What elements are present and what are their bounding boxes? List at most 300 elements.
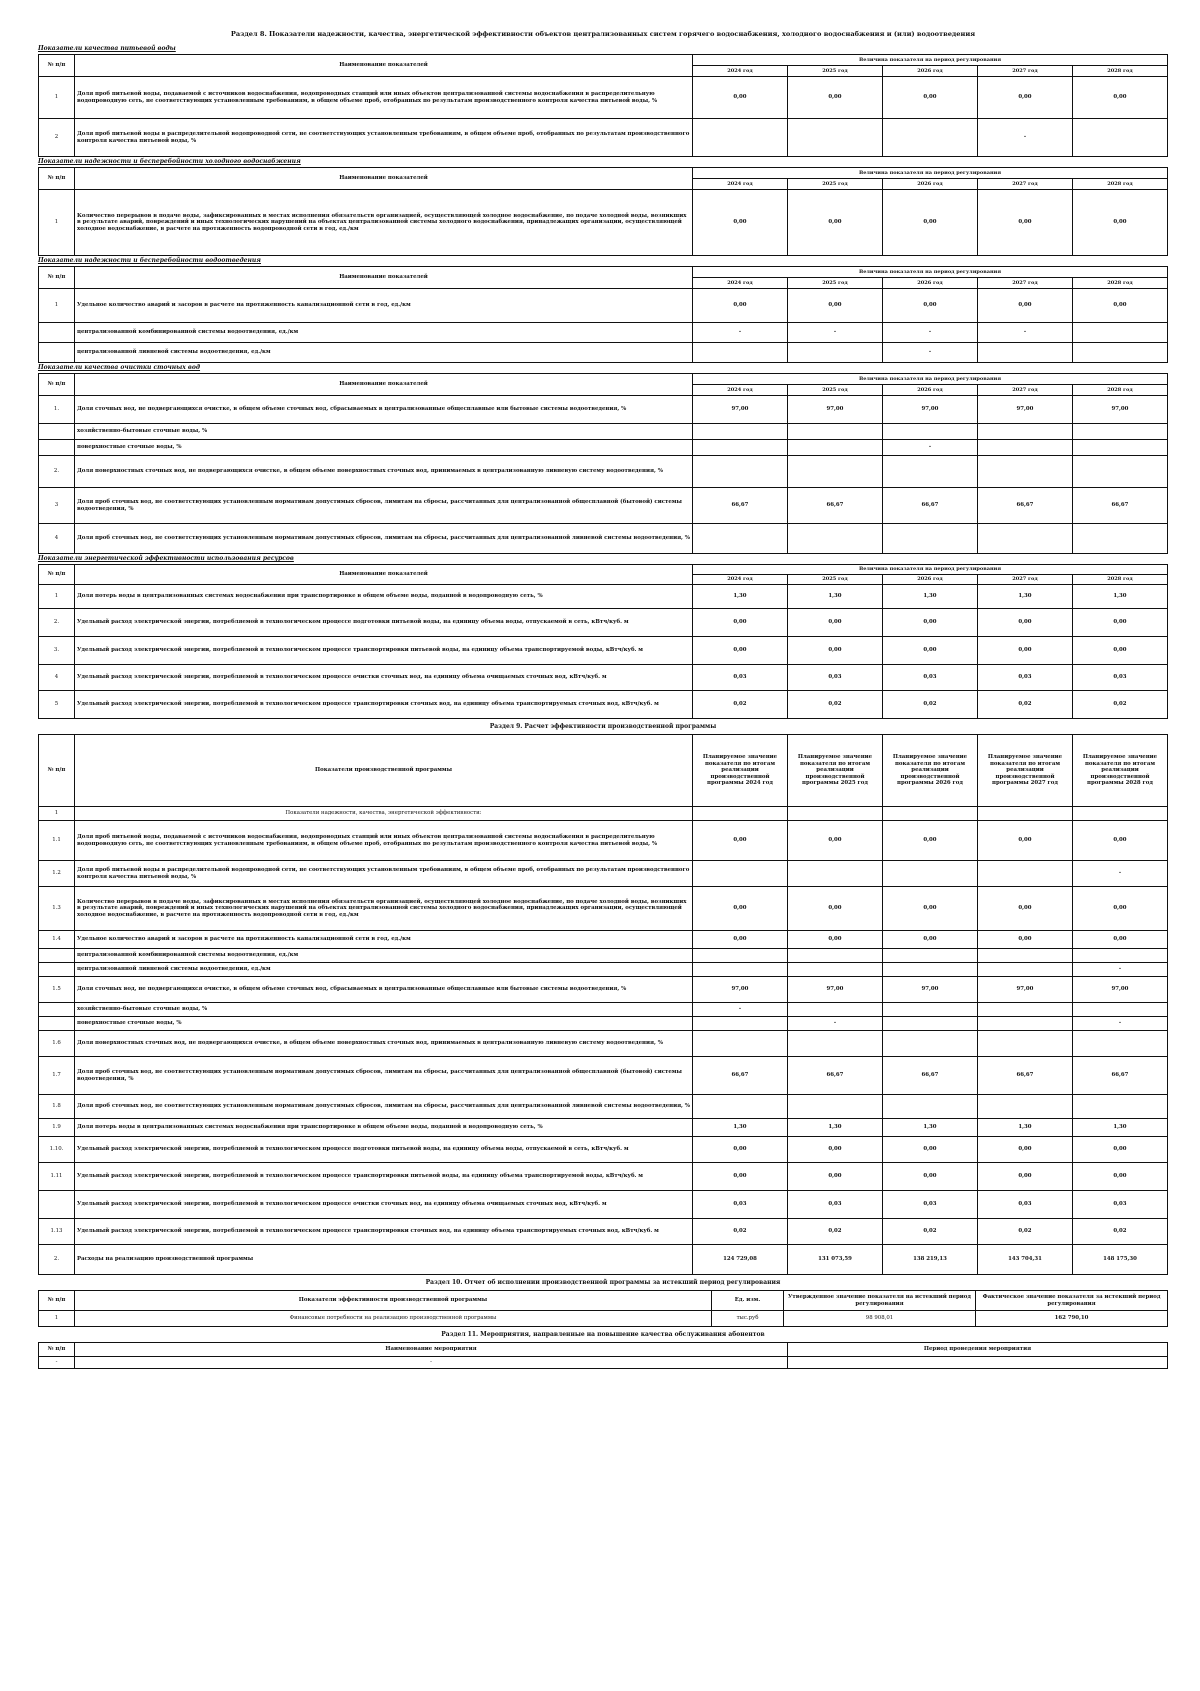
- table-row: [39, 1191, 1168, 1219]
- row-name: Удельный расход электрической энергии, потребляемой в технологическом процессе очистки сточных вод, на единицу объема очищаемых сточных вод, кВтч/куб. м: [75, 665, 693, 691]
- row-value: 0,00: [692, 289, 787, 323]
- table-row: [39, 949, 1168, 963]
- row-value: -: [692, 323, 787, 343]
- row-value: 1,30: [883, 1119, 978, 1137]
- row-value: 1,30: [978, 1119, 1073, 1137]
- row-name: централизованной комбинированной системы водоотведения, ед./км: [75, 323, 693, 343]
- efficiency-table: [38, 734, 1168, 1275]
- row-value: 143 704,31: [978, 1245, 1073, 1275]
- table-row: [39, 931, 1168, 949]
- row-value: [787, 343, 882, 363]
- col-num-header: № п/п: [39, 735, 75, 807]
- row-name: Удельный расход электрической энергии, потребляемой в технологическом процессе транспортировки сточных вод, на единицу объема транспортируемых сточных вод, кВтч/куб. м: [75, 1219, 693, 1245]
- row-value: [1072, 119, 1167, 157]
- row-name: централизованной комбинированной системы водоотведения, ед./км: [75, 949, 693, 963]
- table-row: [39, 343, 1168, 363]
- table-row: [39, 323, 1168, 343]
- year-header: 2027 год: [977, 66, 1072, 77]
- row-value: 0,00: [978, 887, 1073, 931]
- row-num: 1: [39, 289, 75, 323]
- row-value: 97,00: [883, 977, 978, 1003]
- col-name-header: Наименование показателей: [75, 374, 693, 396]
- efficiency-table-body: [39, 807, 1168, 1275]
- table-row: [39, 861, 1168, 887]
- row-value: 0,00: [977, 190, 1072, 256]
- year-header: 2026 год: [882, 179, 977, 190]
- row-value: 1,30: [787, 585, 882, 609]
- row-value: [788, 963, 883, 977]
- year-header: 2028 год: [1072, 278, 1167, 289]
- energy-efficiency-heading: Показатели энергетической эффективности использования ресурсов: [38, 555, 294, 562]
- report-num: 1: [39, 1311, 75, 1327]
- row-num: 1.6: [39, 1031, 75, 1057]
- row-name: поверхностные сточные воды, %: [75, 1017, 693, 1031]
- row-value: [693, 963, 788, 977]
- cold-water-reliability-heading: Показатели надежности и бесперебойности холодного водоснабжения: [38, 158, 301, 165]
- report-actual-header: Фактическое значение показателя за истекший период регулирования: [976, 1291, 1168, 1311]
- row-num: 1.13: [39, 1219, 75, 1245]
- row-num: [39, 440, 75, 456]
- col-num-header: № п/п: [39, 374, 75, 396]
- row-value: [788, 1031, 883, 1057]
- table-row: [39, 887, 1168, 931]
- row-name: Удельный расход электрической энергии, потребляемой в технологическом процессе транспортировки питьевой воды, на единицу объема транспортируемой воды, кВтч/куб. м: [75, 637, 693, 665]
- row-value: [1073, 1031, 1168, 1057]
- section11-title: Раздел 11. Мероприятия, направленные на повышение качества обслуживания абонентов: [441, 1331, 765, 1338]
- row-value: 0,03: [693, 1191, 788, 1219]
- col-2024-header: Планируемое значение показателя по итогам реализации производственной программы 2024 год: [693, 735, 788, 807]
- row-value: -: [977, 119, 1072, 157]
- row-value: 0,00: [1073, 821, 1168, 861]
- row-value: [978, 1095, 1073, 1119]
- row-value: 148 175,30: [1073, 1245, 1168, 1275]
- row-value: 1,30: [692, 585, 787, 609]
- row-num: 4: [39, 665, 75, 691]
- row-value: [693, 1031, 788, 1057]
- year-header: 2027 год: [977, 575, 1072, 585]
- row-value: [978, 861, 1073, 887]
- col-name-header: Наименование показателей: [75, 168, 693, 190]
- table-row: [39, 77, 1168, 119]
- row-value: [787, 524, 882, 554]
- row-value: -: [1073, 1017, 1168, 1031]
- row-name: Доля потерь воды в централизованных системах водоснабжения при транспортировке в общем объеме воды, поданной в водопроводную сеть, %: [75, 585, 693, 609]
- row-value: 1,30: [788, 1119, 883, 1137]
- row-value: 0,00: [692, 190, 787, 256]
- row-name: Доля проб питьевой воды, подаваемой с источников водоснабжения, водопроводных станций или иных объектов централизованной системы водоснабжения в распределительную водопроводную сеть, не соответствующих установленным требованиям, в общем объеме проб, отобранных по результатам производственного контроля качества питьевой воды, %: [75, 821, 693, 861]
- row-name: Удельное количество аварий и засоров в расчете на протяженность канализационной сети в год, ед./км: [75, 931, 693, 949]
- table-row: [39, 1311, 1168, 1327]
- measures-name-header: Наименование мероприятия: [75, 1343, 788, 1357]
- row-value: 0,00: [883, 1163, 978, 1191]
- row-value: [1073, 807, 1168, 821]
- row-value: -: [787, 323, 882, 343]
- report-name: Финансовые потребности на реализацию производственной программы: [75, 1311, 712, 1327]
- row-value: 0,00: [1072, 190, 1167, 256]
- row-name: Удельный расход электрической энергии, потребляемой в технологическом процессе очистки сточных вод, на единицу объема очищаемых сточных вод, кВтч/куб. м: [75, 1191, 693, 1219]
- row-value: [693, 1017, 788, 1031]
- row-name: Доля сточных вод, не подвергающихся очистке, в общем объеме сточных вод, сбрасываемых в централизованные общесплавные или бытовые системы водоотведения, %: [75, 977, 693, 1003]
- row-value: [978, 949, 1073, 963]
- wastewater-quality-heading: Показатели качества очистки сточных вод: [38, 364, 201, 371]
- measures-num: -: [39, 1357, 75, 1369]
- year-header: 2028 год: [1072, 575, 1167, 585]
- section9-title: Раздел 9. Расчет эффективности производственной программы: [489, 723, 717, 730]
- row-value: 66,67: [692, 488, 787, 524]
- row-num: [39, 424, 75, 440]
- row-value: [693, 949, 788, 963]
- row-value: 0,00: [882, 77, 977, 119]
- row-value: [692, 456, 787, 488]
- section10-title: Раздел 10. Отчет об исполнении производственной программы за истекший период регулирования: [425, 1279, 781, 1286]
- row-value: 66,67: [882, 488, 977, 524]
- row-value: 0,00: [693, 1137, 788, 1163]
- row-value: 1,30: [882, 585, 977, 609]
- year-header: 2025 год: [787, 278, 882, 289]
- row-value: 0,02: [788, 1219, 883, 1245]
- row-value: [692, 119, 787, 157]
- row-value: -: [977, 323, 1072, 343]
- table-row: [39, 807, 1168, 821]
- row-value: [1072, 440, 1167, 456]
- row-value: 0,00: [883, 1137, 978, 1163]
- row-value: 1,30: [1072, 585, 1167, 609]
- row-value: 66,67: [978, 1057, 1073, 1095]
- year-header: 2024 год: [692, 179, 787, 190]
- row-num: 4: [39, 524, 75, 554]
- table-row: [39, 424, 1168, 440]
- year-header: 2025 год: [787, 179, 882, 190]
- row-num: 2.: [39, 1245, 75, 1275]
- row-value: [883, 861, 978, 887]
- row-value: 138 219,13: [883, 1245, 978, 1275]
- report-unit: тыс.руб: [712, 1311, 784, 1327]
- row-value: 66,67: [693, 1057, 788, 1095]
- row-name: хозяйственно-бытовые сточные воды, %: [75, 424, 693, 440]
- row-num: [39, 1003, 75, 1017]
- row-value: [1072, 456, 1167, 488]
- row-value: 0,00: [1072, 609, 1167, 637]
- measures-num-header: № п/п: [39, 1343, 75, 1357]
- row-value: 97,00: [692, 396, 787, 424]
- row-name: Удельный расход электрической энергии, потребляемой в технологическом процессе транспортировки сточных вод, на единицу объема транспортируемых сточных вод, кВтч/куб. м: [75, 691, 693, 719]
- year-header: 2026 год: [882, 385, 977, 396]
- row-value: 0,00: [978, 1137, 1073, 1163]
- row-num: 2: [39, 119, 75, 157]
- row-name: Доля сточных вод, не подвергающихся очистке, в общем объеме сточных вод, сбрасываемых в централизованные общесплавные или бытовые системы водоотведения, %: [75, 396, 693, 424]
- row-name: централизованной ливневой системы водоотведения, ед./км: [75, 343, 693, 363]
- row-name: Показатели надежности, качества, энергетической эффективности:: [75, 807, 693, 821]
- report-actual: 162 790,10: [976, 1311, 1168, 1327]
- row-value: [978, 1031, 1073, 1057]
- section8-title: Раздел 8. Показатели надежности, качества, энергетической эффективности объектов централизованных систем горячего водоснабжения, холодного водоснабжения и (или) водоотведения: [230, 30, 976, 38]
- row-name: Доля потерь воды в централизованных системах водоснабжения при транспортировке в общем объеме воды, поданной в водопроводную сеть, %: [75, 1119, 693, 1137]
- row-value: [693, 807, 788, 821]
- table-row: [39, 289, 1168, 323]
- row-value: 0,02: [883, 1219, 978, 1245]
- row-num: 1.1: [39, 821, 75, 861]
- value-period-header: Величина показателя на период регулирования: [692, 565, 1167, 575]
- year-header: 2025 год: [787, 575, 882, 585]
- row-value: 0,00: [788, 821, 883, 861]
- report-approved: 98 908,01: [784, 1311, 976, 1327]
- row-value: 97,00: [978, 977, 1073, 1003]
- row-value: 66,67: [977, 488, 1072, 524]
- row-value: -: [693, 1003, 788, 1017]
- row-value: 66,67: [1072, 488, 1167, 524]
- row-name: поверхностные сточные воды, %: [75, 440, 693, 456]
- row-value: [693, 861, 788, 887]
- row-value: [692, 524, 787, 554]
- row-value: 0,00: [1073, 931, 1168, 949]
- row-value: 0,02: [1073, 1219, 1168, 1245]
- row-value: [883, 1031, 978, 1057]
- row-name: Количество перерывов в подаче воды, зафиксированных в местах исполнения обязательств организацией, осуществляющей холодное водоснабжение, по подаче холодной воды, возникших в результате аварий, повреждений и иных технологических нарушений на объектах централизованной системы холодного водоснабжения, принадлежащих организации, осуществляющей холодное водоснабжение, в расчете на протяженность водопроводной сети в год, ед./км: [75, 190, 693, 256]
- row-num: 1: [39, 190, 75, 256]
- value-period-header: Величина показателя на период регулирования: [692, 168, 1167, 179]
- row-value: 0,00: [1072, 637, 1167, 665]
- col-2027-header: Планируемое значение показателя по итогам реализации производственной программы 2027 год: [978, 735, 1073, 807]
- row-value: [883, 1017, 978, 1031]
- year-header: 2028 год: [1072, 66, 1167, 77]
- row-name: Доля проб сточных вод, не соответствующих установленным нормативам допустимых сбросов, лимитам на сбросы, рассчитанных для централизованной общесплавной (бытовой) системы водоотведения, %: [75, 1057, 693, 1095]
- row-num: 1.9: [39, 1119, 75, 1137]
- row-name: Расходы на реализацию производственной программы: [75, 1245, 693, 1275]
- row-num: 1.5: [39, 977, 75, 1003]
- row-value: 66,67: [788, 1057, 883, 1095]
- row-name: Удельный расход электрической энергии, потребляемой в технологическом процессе подготовки питьевой воды, на единицу объема воды, отпускаемой в сеть, кВтч/куб. м: [75, 609, 693, 637]
- row-name: Доля поверхностных сточных вод, не подвергающихся очистке, в общем объеме поверхностных сточных вод, принимаемых в централизованную ливневую систему водоотведения, %: [75, 1031, 693, 1057]
- table-row: [39, 1003, 1168, 1017]
- row-value: 0,00: [787, 289, 882, 323]
- row-num: 1: [39, 585, 75, 609]
- row-value: 97,00: [882, 396, 977, 424]
- row-value: 97,00: [1073, 977, 1168, 1003]
- row-value: 0,00: [977, 609, 1072, 637]
- row-value: 0,00: [883, 887, 978, 931]
- year-header: 2027 год: [977, 278, 1072, 289]
- row-value: 0,00: [693, 1163, 788, 1191]
- table-row: [39, 637, 1168, 665]
- row-num: [39, 963, 75, 977]
- row-name: Доля поверхностных сточных вод, не подвергающихся очистке, в общем объеме поверхностных сточных вод, принимаемых в централизованную ливневую систему водоотведения, %: [75, 456, 693, 488]
- measures-name: -: [75, 1357, 788, 1369]
- row-num: 1.7: [39, 1057, 75, 1095]
- table-row: [39, 1245, 1168, 1275]
- table-row: [39, 821, 1168, 861]
- row-value: [1073, 949, 1168, 963]
- table-row: [39, 190, 1168, 256]
- row-value: 0,03: [977, 665, 1072, 691]
- table-row: [39, 488, 1168, 524]
- row-value: [788, 1003, 883, 1017]
- row-value: 0,00: [788, 931, 883, 949]
- table-row: [39, 1017, 1168, 1031]
- report-table: [38, 1290, 1168, 1327]
- row-value: 0,03: [978, 1191, 1073, 1219]
- row-value: [883, 949, 978, 963]
- row-value: [977, 440, 1072, 456]
- col-2028-header: Планируемое значение показателя по итогам реализации производственной программы 2028 год: [1073, 735, 1168, 807]
- row-value: 0,00: [1073, 1137, 1168, 1163]
- row-value: 0,00: [977, 637, 1072, 665]
- row-value: 0,00: [787, 77, 882, 119]
- row-name: Удельный расход электрической энергии, потребляемой в технологическом процессе подготовки питьевой воды, на единицу объема воды, отпускаемой в сеть, кВтч/куб. м: [75, 1137, 693, 1163]
- row-value: [1073, 1095, 1168, 1119]
- row-num: 1.11: [39, 1163, 75, 1191]
- row-value: 0,00: [883, 931, 978, 949]
- row-value: [788, 1095, 883, 1119]
- row-value: [883, 807, 978, 821]
- row-name: Доля проб сточных вод, не соответствующих установленным нормативам допустимых сбросов, лимитам на сбросы, рассчитанных для централизованной общесплавной (бытовой) системы водоотведения, %: [75, 488, 693, 524]
- row-value: [1072, 524, 1167, 554]
- table-row: [39, 1119, 1168, 1137]
- row-value: 0,00: [692, 609, 787, 637]
- col-name-header: Наименование показателей: [75, 55, 693, 77]
- year-header: 2024 год: [692, 278, 787, 289]
- report-unit-header: Ед. изм.: [712, 1291, 784, 1311]
- col-num-header: № п/п: [39, 565, 75, 585]
- cold-water-reliability-table: [38, 167, 1168, 256]
- row-value: 0,00: [1073, 887, 1168, 931]
- wastewater-quality-table: [38, 373, 1168, 554]
- table-row: [39, 963, 1168, 977]
- row-value: 0,00: [1073, 1163, 1168, 1191]
- row-num: 3: [39, 488, 75, 524]
- row-value: 1,30: [693, 1119, 788, 1137]
- row-value: 97,00: [977, 396, 1072, 424]
- row-value: 1,30: [977, 585, 1072, 609]
- row-value: 0,02: [978, 1219, 1073, 1245]
- table-row: [39, 524, 1168, 554]
- col-2025-header: Планируемое значение показателя по итогам реализации производственной программы 2025 год: [788, 735, 883, 807]
- row-name: Количество перерывов в подаче воды, зафиксированных в местах исполнения обязательств организацией, осуществляющей холодное водоснабжение, по подаче холодной воды, возникших в результате аварий, повреждений и иных технологических нарушений на объектах централизованной системы холодного водоснабжения, принадлежащих организации, осуществляющей холодное водоснабжение, в расчете на протяженность водопроводной сети в год, ед./км: [75, 887, 693, 931]
- row-value: [882, 524, 977, 554]
- row-value: 0,03: [1072, 665, 1167, 691]
- col-num-header: № п/п: [39, 55, 75, 77]
- row-value: 97,00: [787, 396, 882, 424]
- row-value: 0,00: [883, 821, 978, 861]
- row-value: -: [882, 343, 977, 363]
- row-name: Доля проб питьевой воды в распределительной водопроводной сети, не соответствующих установленным требованиям, в общем объеме проб, отобранных по результатам производственного контроля качества питьевой воды, %: [75, 861, 693, 887]
- year-header: 2026 год: [882, 575, 977, 585]
- row-name: Удельный расход электрической энергии, потребляемой в технологическом процессе транспортировки питьевой воды, на единицу объема транспортируемой воды, кВтч/куб. м: [75, 1163, 693, 1191]
- row-value: 0,00: [978, 931, 1073, 949]
- row-value: [1072, 424, 1167, 440]
- row-value: [883, 1095, 978, 1119]
- row-value: 0,03: [883, 1191, 978, 1219]
- row-value: 97,00: [693, 977, 788, 1003]
- row-value: 0,00: [788, 1163, 883, 1191]
- energy-efficiency-table: [38, 564, 1168, 719]
- row-value: [977, 524, 1072, 554]
- col-name-header: Показатели производственной программы: [75, 735, 693, 807]
- row-value: 0,00: [787, 609, 882, 637]
- row-value: [787, 440, 882, 456]
- report-approved-header: Утвержденное значение показателя на истекший период регулирования: [784, 1291, 976, 1311]
- row-value: [692, 343, 787, 363]
- row-value: [692, 440, 787, 456]
- row-value: 0,00: [882, 289, 977, 323]
- row-value: 131 073,59: [788, 1245, 883, 1275]
- water-quality-table: [38, 54, 1168, 157]
- row-value: 124 729,08: [693, 1245, 788, 1275]
- table-row: [39, 665, 1168, 691]
- row-value: -: [1073, 861, 1168, 887]
- row-value: 0,00: [882, 190, 977, 256]
- row-value: [883, 963, 978, 977]
- row-name: Доля проб питьевой воды, подаваемой с источников водоснабжения, водопроводных станций или иных объектов централизованной системы водоснабжения в распределительную водопроводную сеть, не соответствующих установленным требованиям, в общем объеме проб, отобранных по результатам производственного контроля качества питьевой воды, %: [75, 77, 693, 119]
- table-row: [39, 585, 1168, 609]
- row-num: [39, 323, 75, 343]
- row-value: 0,00: [788, 1137, 883, 1163]
- row-value: [787, 424, 882, 440]
- row-name: Удельное количество аварий и засоров в расчете на протяженность канализационной сети в год, ед./км: [75, 289, 693, 323]
- row-name: централизованной ливневой системы водоотведения, ед./км: [75, 963, 693, 977]
- table-row: [39, 609, 1168, 637]
- row-num: [39, 1017, 75, 1031]
- row-value: [978, 963, 1073, 977]
- row-value: 0,00: [693, 887, 788, 931]
- sewer-reliability-table: [38, 266, 1168, 363]
- table-row: [39, 119, 1168, 157]
- table-row: [39, 396, 1168, 424]
- row-num: 1: [39, 807, 75, 821]
- row-value: 0,00: [692, 77, 787, 119]
- row-name: Доля проб сточных вод, не соответствующих установленным нормативам допустимых сбросов, лимитам на сбросы, рассчитанных для централизованной ливневой системы водоотведения, %: [75, 1095, 693, 1119]
- row-value: 0,02: [692, 691, 787, 719]
- table-row: [39, 1057, 1168, 1095]
- row-value: 0,00: [693, 931, 788, 949]
- row-value: [787, 456, 882, 488]
- row-num: [39, 1191, 75, 1219]
- table-row: [39, 691, 1168, 719]
- col-num-header: № п/п: [39, 267, 75, 289]
- year-header: 2025 год: [787, 385, 882, 396]
- col-name-header: Наименование показателей: [75, 565, 693, 585]
- row-value: 0,03: [882, 665, 977, 691]
- row-name: Доля проб сточных вод, не соответствующих установленным нормативам допустимых сбросов, лимитам на сбросы, рассчитанных для централизованной ливневой системы водоотведения, %: [75, 524, 693, 554]
- row-value: 0,00: [977, 289, 1072, 323]
- table-row: [39, 456, 1168, 488]
- row-value: 0,00: [882, 637, 977, 665]
- col-name-header: Наименование показателей: [75, 267, 693, 289]
- year-header: 2025 год: [787, 66, 882, 77]
- row-value: 0,03: [788, 1191, 883, 1219]
- row-name: хозяйственно-бытовые сточные воды, %: [75, 1003, 693, 1017]
- row-value: 97,00: [1072, 396, 1167, 424]
- row-value: 0,02: [693, 1219, 788, 1245]
- row-value: [1072, 323, 1167, 343]
- row-num: 2.: [39, 456, 75, 488]
- row-value: [787, 119, 882, 157]
- document-page: [38, 30, 1168, 1369]
- row-num: 1.8: [39, 1095, 75, 1119]
- year-header: 2024 год: [692, 66, 787, 77]
- row-value: [788, 807, 883, 821]
- row-num: 1.4: [39, 931, 75, 949]
- row-num: 2.: [39, 609, 75, 637]
- col-2026-header: Планируемое значение показателя по итогам реализации производственной программы 2026 год: [883, 735, 978, 807]
- row-value: 0,00: [1072, 289, 1167, 323]
- table-row: [39, 1163, 1168, 1191]
- row-value: [977, 424, 1072, 440]
- row-value: [882, 119, 977, 157]
- value-period-header: Величина показателя на период регулирования: [692, 267, 1167, 278]
- row-value: 0,00: [882, 609, 977, 637]
- row-value: 0,00: [693, 821, 788, 861]
- row-value: 0,03: [1073, 1191, 1168, 1219]
